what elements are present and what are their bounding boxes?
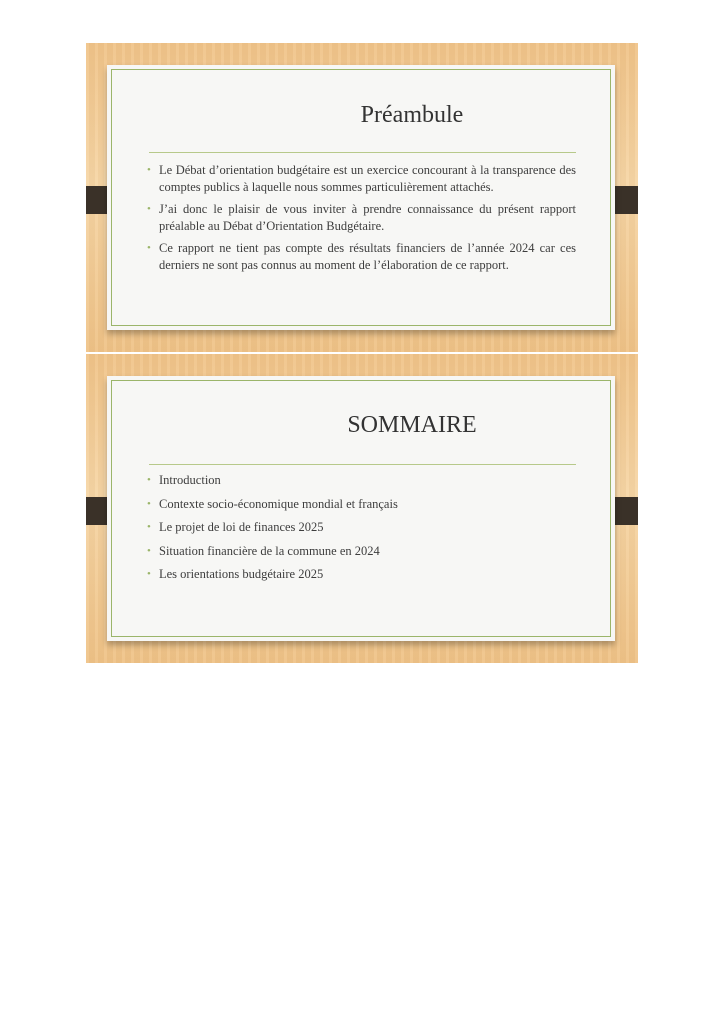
title-divider bbox=[149, 464, 576, 465]
list-item bbox=[147, 565, 576, 583]
table-of-contents bbox=[147, 471, 576, 589]
list-item bbox=[147, 471, 576, 489]
bullet-icon: • bbox=[147, 568, 151, 580]
bullet-text: Ce rapport ne tient pas compte des résultats financiers de l’année 2024 car ces derniers ne sont pas connus au moment de l’élaboration de ce rapport. bbox=[159, 241, 576, 272]
slide-card bbox=[107, 65, 615, 330]
slide-title: Préambule bbox=[360, 102, 464, 128]
slide-title: SOMMAIRE bbox=[347, 412, 477, 438]
list-item bbox=[147, 542, 576, 560]
list-item bbox=[147, 201, 576, 235]
bullet-text: Contexte socio-économique mondial et français bbox=[159, 496, 398, 511]
list-item bbox=[147, 495, 576, 513]
bullet-text: J’ai donc le plaisir de vous inviter à prendre connaissance du présent rapport préalable au Débat d’Orientation Budgétaire. bbox=[159, 202, 576, 233]
list-item bbox=[147, 518, 576, 536]
bullet-text: Situation financière de la commune en 2024 bbox=[159, 543, 380, 558]
bullet-text: Les orientations budgétaire 2025 bbox=[159, 567, 324, 581]
bullet-text: Le Débat d’orientation budgétaire est un exercice concourant à la transparence des comptes publics à laquelle nous sommes particulièrement attachés. bbox=[159, 163, 576, 194]
bullet-text: Introduction bbox=[159, 473, 221, 487]
list-item bbox=[147, 162, 576, 196]
bullet-icon: • bbox=[147, 242, 151, 254]
slide-card bbox=[107, 376, 615, 641]
bullet-icon: • bbox=[147, 203, 151, 215]
bullet-icon: • bbox=[147, 474, 151, 486]
list-item bbox=[147, 240, 576, 274]
bullet-icon: • bbox=[147, 164, 151, 176]
bullet-text: Le projet de loi de finances 2025 bbox=[159, 520, 324, 534]
bullet-list bbox=[147, 162, 576, 279]
bullet-icon: • bbox=[147, 544, 151, 557]
bullet-icon: • bbox=[147, 497, 151, 510]
slide-preambule bbox=[86, 43, 638, 352]
slide-sommaire bbox=[86, 354, 638, 663]
title-divider bbox=[149, 152, 576, 153]
bullet-icon: • bbox=[147, 521, 151, 533]
